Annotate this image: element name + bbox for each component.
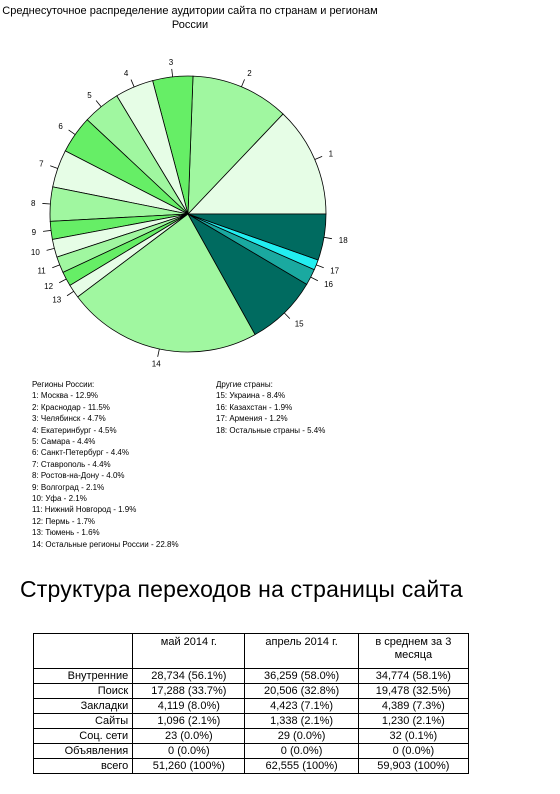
row-label: Объявления [34,744,133,759]
table-header-cell: апрель 2014 г. [245,634,358,669]
legend-item: 9: Волгоград - 2.1% [32,482,105,492]
slice-label-3: 3 [168,57,174,67]
table-cell: 1,096 (2.1%) [133,714,245,729]
legend-item: 18: Остальные страны - 5.4% [216,425,326,435]
table-cell: 36,259 (58.0%) [245,669,358,684]
table-cell: 59,903 (100%) [358,759,468,774]
leader-line-16 [311,277,318,281]
leader-line-5 [96,101,101,107]
slice-label-16: 16 [324,279,333,289]
legend-item: 6: Санкт-Петербург - 4.4% [32,448,129,458]
slice-label-4: 4 [123,69,129,79]
table-cell: 20,506 (32.8%) [245,684,358,699]
pie-chart [0,40,380,375]
leader-line-14 [158,349,160,357]
table-header-cell [34,634,133,669]
table-header-row [34,634,469,669]
slice-label-8: 8 [30,198,36,208]
row-label: Поиск [34,684,133,699]
table-cell: 28,734 (56.1%) [133,669,245,684]
legend-item: 7: Ставрополь - 4.4% [32,459,111,469]
legend-item: 17: Армения - 1.2% [216,414,288,424]
leader-line-4 [131,80,134,87]
leader-line-1 [315,156,322,159]
leader-line-2 [241,79,244,86]
section-title: Структура переходов на страницы сайта [20,576,463,602]
legend-item: 2: Краснодар - 11.5% [32,402,110,412]
slice-label-14: 14 [151,359,161,369]
legend-russia [32,379,217,550]
slice-label-2: 2 [247,68,252,78]
legend-item: 3: Челябинск - 4.7% [32,414,106,424]
table-cell: 0 (0.0%) [358,744,468,759]
table-header-cell: в среднем за 3 месяца [358,634,468,669]
table-cell: 1,338 (2.1%) [245,714,358,729]
leader-line-3 [172,69,173,77]
slice-label-10: 10 [30,248,40,258]
legend-item: 10: Уфа - 2.1% [32,494,87,504]
slice-label-18: 18 [338,235,348,245]
traffic-table [33,633,469,774]
legend-other-countries [216,379,366,436]
leader-line-11 [52,265,59,268]
row-label: всего [34,759,133,774]
table-cell: 17,288 (33.7%) [133,684,245,699]
legend-item: 13: Тюмень - 1.6% [32,528,100,538]
table-cell: 1,230 (2.1%) [358,714,468,729]
table-cell: 19,478 (32.5%) [358,684,468,699]
leader-line-6 [69,130,76,135]
slice-label-6: 6 [58,121,63,131]
table-cell: 0 (0.0%) [133,744,245,759]
table-cell: 4,389 (7.3%) [358,699,468,714]
slice-label-17: 17 [330,266,340,276]
table-row [34,729,469,744]
slice-label-12: 12 [44,282,54,292]
leader-line-18 [324,237,332,238]
table-row [34,744,469,759]
table-row [34,759,469,774]
leader-line-15 [284,313,290,319]
slice-label-7: 7 [39,159,44,169]
row-label: Внутренние [34,669,133,684]
table-row [34,714,469,729]
leader-line-7 [50,166,58,169]
table-cell: 32 (0.1%) [358,729,468,744]
table-cell: 4,119 (8.0%) [133,699,245,714]
legend-item: 1: Москва - 12.9% [32,391,98,401]
row-label: Соц. сети [34,729,133,744]
table-cell: 0 (0.0%) [245,744,358,759]
legend-item: 4: Екатеринбург - 4.5% [32,425,117,435]
legend-item: 12: Пермь - 1.7% [32,516,96,526]
legend-item: 8: Ростов-на-Дону - 4.0% [32,471,125,481]
leader-line-13 [67,291,74,295]
slice-label-13: 13 [52,295,62,305]
leader-line-10 [47,248,55,250]
table-header-cell: май 2014 г. [133,634,245,669]
leader-line-17 [316,265,323,268]
table-cell: 62,555 (100%) [245,759,358,774]
table-cell: 4,423 (7.1%) [245,699,358,714]
slice-label-11: 11 [37,266,46,276]
table-cell: 34,774 (58.1%) [358,669,468,684]
legend-item: 15: Украина - 8.4% [216,391,286,401]
slice-label-5: 5 [87,91,92,101]
table-row [34,699,469,714]
slice-label-15: 15 [294,319,304,329]
table-cell: 51,260 (100%) [133,759,245,774]
slice-label-9: 9 [31,228,37,238]
legend-item: 11: Нижний Новгород - 1.9% [32,505,137,515]
row-label: Сайты [34,714,133,729]
row-label: Закладки [34,699,133,714]
legend-russia-title: Регионы России: [32,380,95,389]
legend-other-title: Другие страны: [216,380,273,389]
legend-item: 14: Остальные регионы России - 22.8% [32,539,179,549]
legend-item: 16: Казахстан - 1.9% [216,402,293,412]
leader-line-12 [59,279,66,283]
slice-label-1: 1 [328,149,334,159]
table-row [34,684,469,699]
table-cell: 23 (0.0%) [133,729,245,744]
leader-line-8 [42,203,50,204]
table-cell: 29 (0.0%) [245,729,358,744]
leader-line-9 [43,230,51,231]
table-row [34,669,469,684]
chart-title: Среднесуточное распределение аудитории сайта по странам и регионам России [2,5,378,31]
legend-item: 5: Самара - 4.4% [32,437,96,447]
